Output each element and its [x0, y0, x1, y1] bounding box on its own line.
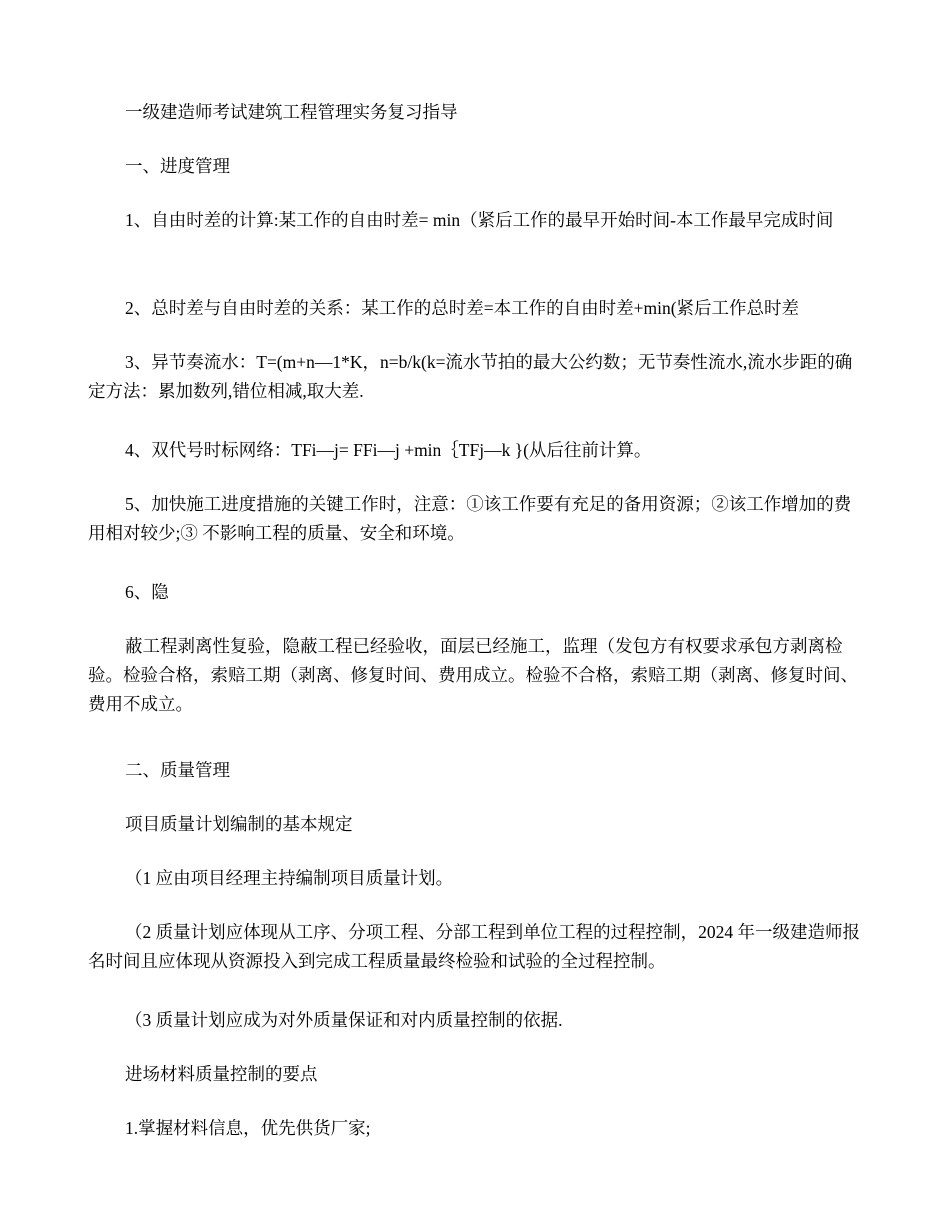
section-heading-quality: 二、质量管理 [125, 760, 230, 780]
subheading: 进场材料质量控制的要点 [125, 1064, 318, 1084]
document-title: 一级建造师考试建筑工程管理实务复习指导 [125, 102, 458, 122]
paragraph: 6、隐 [125, 582, 169, 602]
paragraph: 2、总时差与自由时差的关系：某工作的总时差=本工作的自由时差+min(紧后工作总时差 [125, 298, 800, 318]
paragraph: 3、异节奏流水：T=(m+n—1*K，n=b/k(k=流水节拍的最大公约数；无节奏性流水,流水步距的确定方法：累加数列,错位相减,取大差. [88, 352, 853, 401]
list-item: （2 质量计划应体现从工序、分项工程、分部工程到单位工程的过程控制，2024 年一级建造师报名时间且应体现从资源投入到完成工程质量最终检验和试验的全过程控制。 [88, 922, 860, 971]
list-item: 1.掌握材料信息，优先供货厂家; [125, 1118, 371, 1138]
subheading: 项目质量计划编制的基本规定 [125, 814, 353, 834]
paragraph: 1、自由时差的计算:某工作的自由时差= min（紧后工作的最早开始时间-本工作最早完成时间 [125, 210, 834, 230]
list-item: （1 应由项目经理主持编制项目质量计划。 [125, 868, 454, 888]
section-heading-progress: 一、进度管理 [125, 156, 230, 176]
paragraph: 4、双代号时标网络：TFi—j= FFi—j +min｛TFj—k }(从后往前计算。 [125, 440, 652, 460]
list-item: （3 质量计划应成为对外质量保证和对内质量控制的依据. [125, 1010, 563, 1030]
paragraph: 蔽工程剥离性复验，隐蔽工程已经验收，面层已经施工，监理（发包方有权要求承包方剥离检验。检验合格，索赔工期（剥离、修复时间、费用成立。检验不合格，索赔工期（剥离、修复时间、费用不成立。 [88, 636, 858, 714]
paragraph: 5、加快施工进度措施的关键工作时，注意：①该工作要有充足的备用资源；②该工作增加的费用相对较少;③ 不影响工程的质量、安全和环境。 [88, 494, 852, 543]
